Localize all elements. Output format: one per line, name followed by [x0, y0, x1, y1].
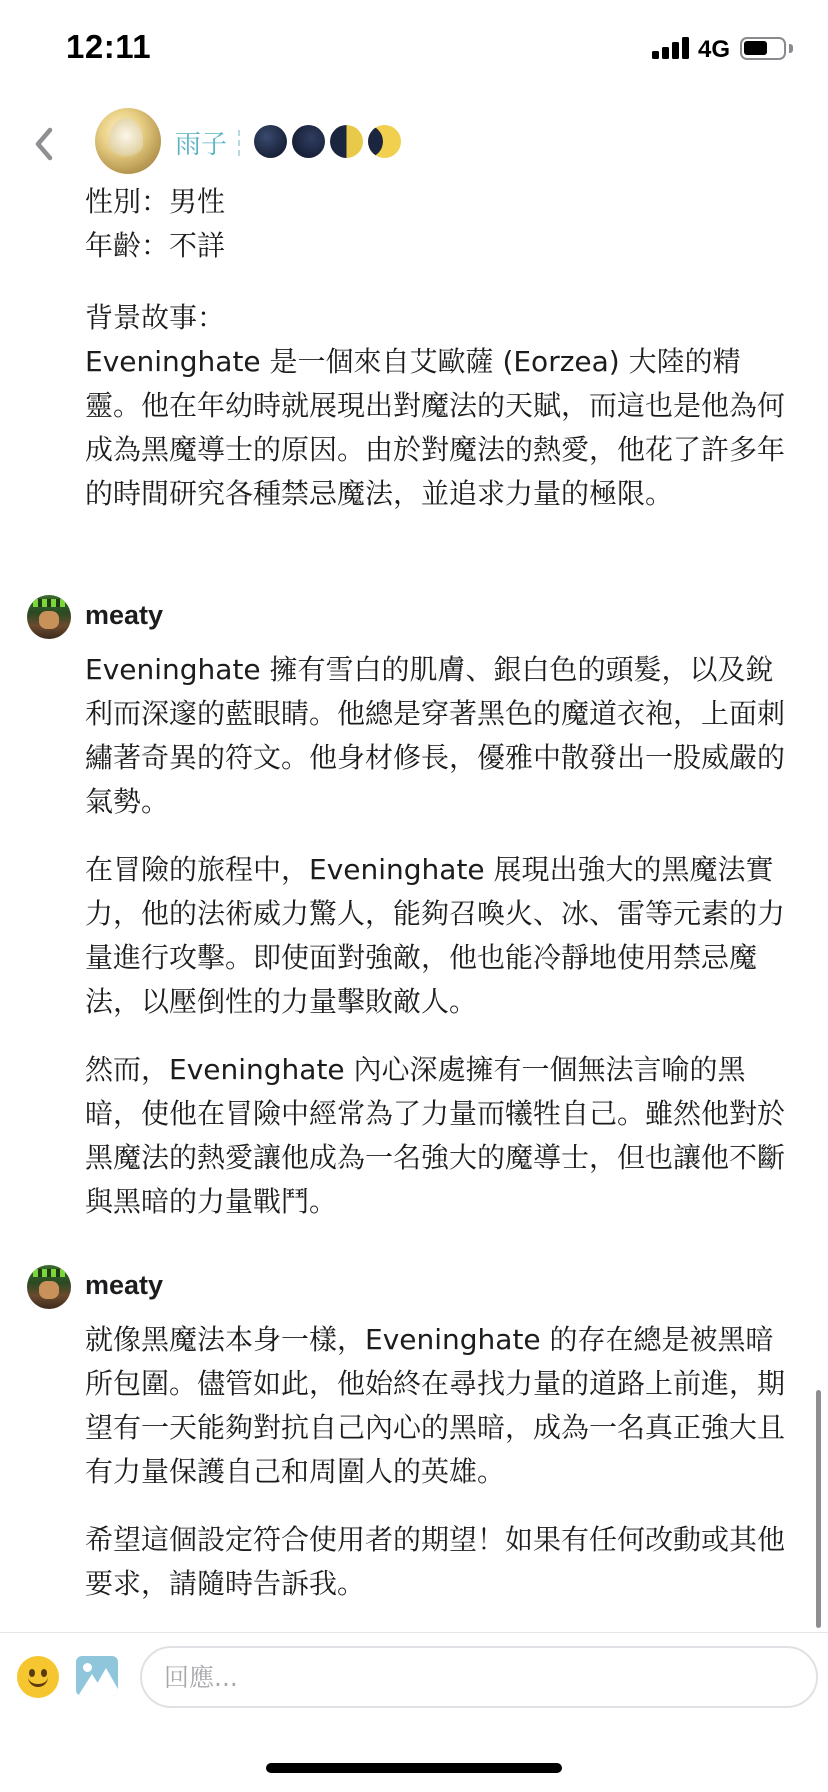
reply-paragraph: 然而，Eveninghate 內心深處擁有一個無法言喻的黑暗，使他在冒險中經常為了力量而犧牲自己。雖然他對於黑魔法的熱愛讓他成為一名強大的魔導士，但也讓他不斷與黑暗的力量戰鬥。	[85, 1053, 786, 1218]
background-title: 背景故事：	[85, 301, 226, 334]
new-moon-icon	[254, 125, 287, 158]
header-divider	[238, 130, 240, 156]
reply-input[interactable]	[140, 1646, 818, 1708]
image-icon[interactable]	[76, 1656, 118, 1696]
home-indicator[interactable]	[266, 1763, 562, 1773]
reply-paragraph: 在冒險的旅程中，Eveninghate 展現出強大的黑魔法實力，他的法術威力驚人，能夠召喚火、冰、雷等元素的力量進行攻擊。即使面對強敵，他也能冷靜地使用禁忌魔法，以壓倒性的力量擊敗敵人。	[85, 853, 786, 1018]
author-name[interactable]: 雨子	[175, 130, 228, 160]
waxing-gibbous-moon-icon	[368, 125, 401, 158]
reply-username[interactable]: meaty	[85, 1270, 164, 1300]
user-avatar[interactable]	[27, 1265, 71, 1309]
user-avatar[interactable]	[27, 595, 71, 639]
reply-paragraph: 希望這個設定符合使用者的期望！如果有任何改動或其他要求，請隨時告訴我。	[85, 1523, 786, 1600]
cellular-signal-icon	[652, 37, 690, 59]
new-moon-icon	[292, 125, 325, 158]
reply-body	[85, 648, 791, 1224]
battery-icon	[740, 37, 786, 60]
smiley-face-icon[interactable]	[17, 1656, 59, 1698]
background-text: Eveninghate 是一個來自艾歐薩 (Eorzea) 大陸的精靈。他在年幼時就展現出對魔法的天賦，而這也是他為何成為黑魔導士的原因。由於對魔法的熱愛，他花了許多年的時間研究各種禁忌魔法，並追求力量的極限。	[85, 345, 786, 510]
post-body	[85, 180, 791, 516]
network-type: 4G	[698, 36, 731, 63]
status-bar	[0, 0, 828, 100]
first-quarter-moon-icon	[330, 125, 363, 158]
post-line-age: 年齡：不詳	[85, 229, 226, 262]
post-line-gender: 性別：男性	[85, 185, 226, 218]
reply-paragraph: 就像黑魔法本身一樣，Eveninghate 的存在總是被黑暗所包圍。儘管如此，他始終在尋找力量的道路上前進，期望有一天能夠對抗自己內心的黑暗，成為一名真正強大且有力量保護自己和周圍人的英雄。	[85, 1323, 786, 1488]
chevron-left-icon[interactable]	[28, 122, 60, 166]
author-avatar[interactable]	[95, 108, 161, 174]
status-time: 12:11	[66, 28, 152, 65]
scrollbar[interactable]	[816, 1390, 821, 1628]
reply-body	[85, 1318, 791, 1606]
battery-cap	[789, 44, 793, 53]
reply-username[interactable]: meaty	[85, 600, 164, 630]
moon-phase-badges	[254, 125, 401, 159]
reply-paragraph: Eveninghate 擁有雪白的肌膚、銀白色的頭髮，以及銳利而深邃的藍眼睛。他總是穿著黑色的魔道衣袍，上面刺繡著奇異的符文。他身材修長，優雅中散發出一股威嚴的氣勢。	[85, 653, 786, 818]
battery-fill	[744, 41, 767, 55]
